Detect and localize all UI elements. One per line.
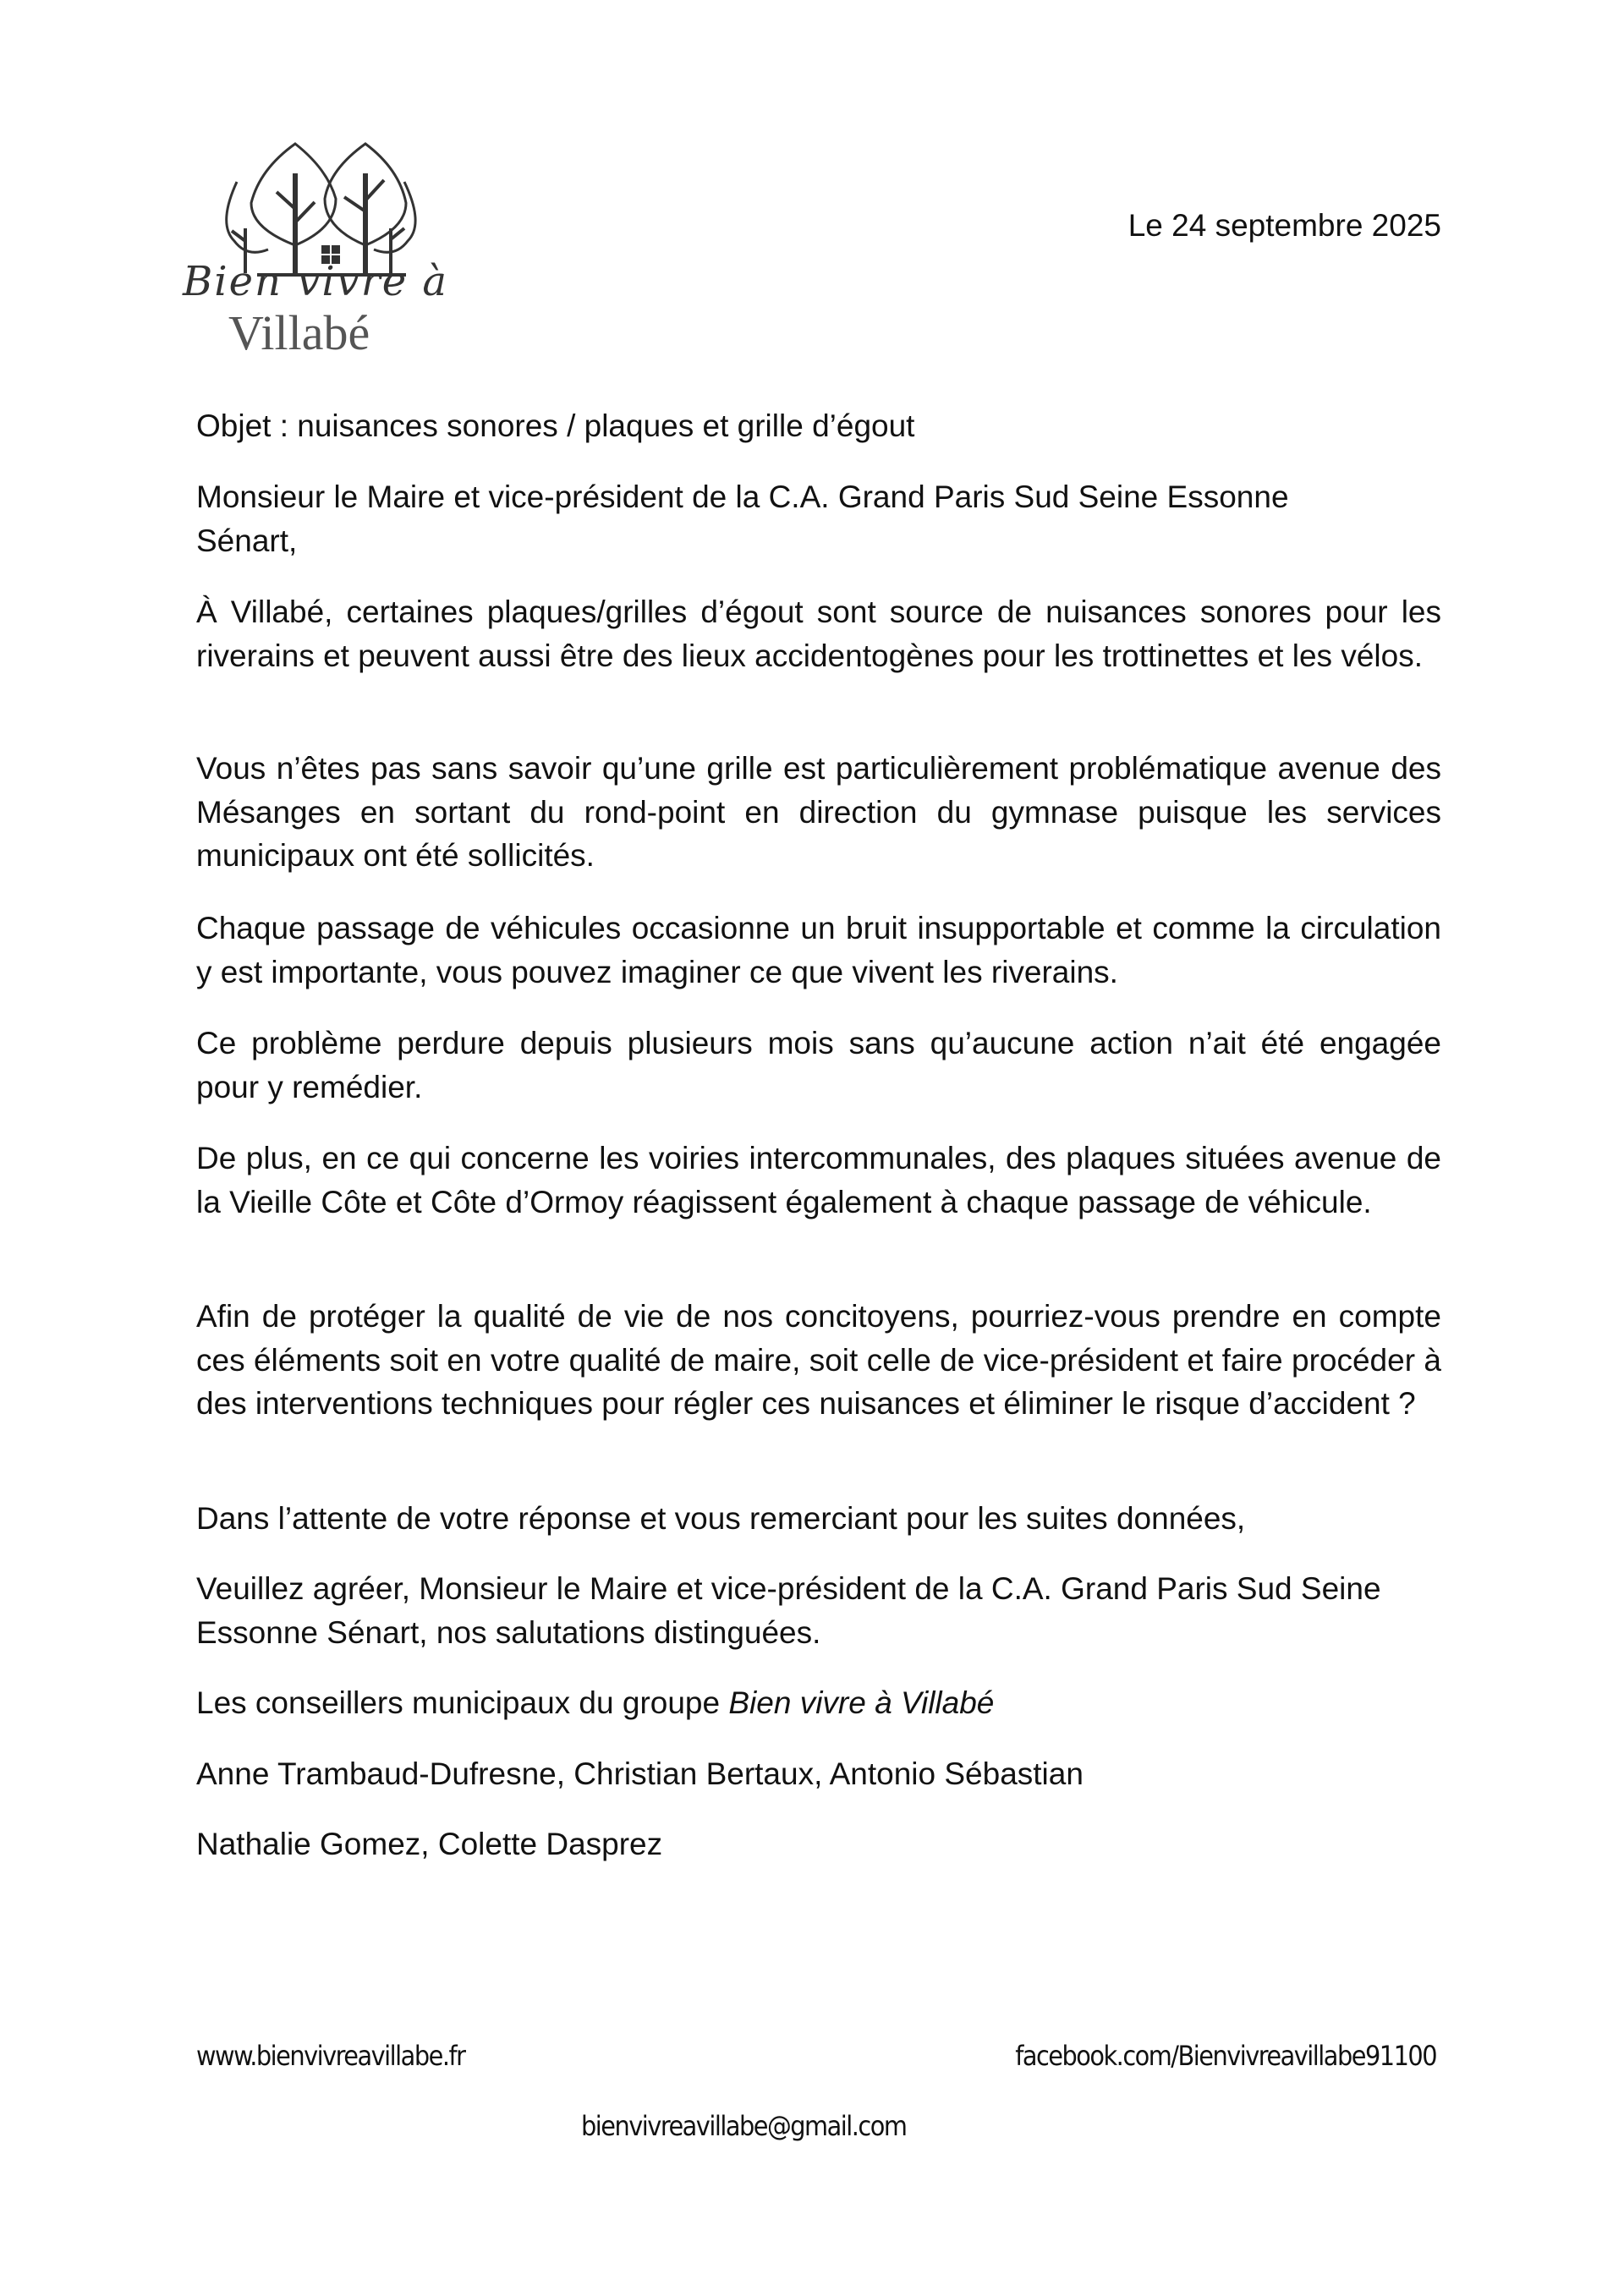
footer-email-link[interactable]: bienvivreavillabe@gmail.com <box>581 2110 907 2142</box>
paragraph: À Villabé, certaines plaques/grilles d’égout sont source de nuisances sonores pour les riverains et peuvent aussi être des lieux accidentogènes pour les trottinettes et les vélos. <box>196 595 1441 673</box>
logo-line1: Bien vivre à <box>183 258 449 305</box>
logo-line2: Villabé <box>228 305 370 360</box>
footer-facebook-link[interactable]: facebook.com/Bienvivreavillabe91100 <box>1015 2040 1436 2072</box>
paragraph: Chaque passage de véhicules occasionne un bruit insupportable et comme la circulation y est importante, vous pouvez imaginer ce que vivent les riverains. <box>196 911 1441 989</box>
signature-group-name: Bien vivre à Villabé <box>728 1685 995 1720</box>
paragraph: Vous n’êtes pas sans savoir qu’une grille est particulièrement problématique avenue des Mésanges en sortant du rond-point en direction du gymnase puisque les services municipaux ont été sollicités. <box>196 751 1441 873</box>
letter-object: Objet : nuisances sonores / plaques et grille d’égout <box>196 408 915 443</box>
signature-group <box>196 1681 1441 1725</box>
footer-website-link[interactable]: www.bienvivreavillabe.fr <box>196 2040 465 2072</box>
paragraph: Afin de protéger la qualité de vie de nos concitoyens, pourriez-vous prendre en compte ces éléments soit en votre qualité de maire, soit celle de vice-président et faire procéder à des interventions techniques pour régler ces nuisances et éliminer le risque d’accident ? <box>196 1299 1441 1421</box>
signature-prefix: Les conseillers municipaux du groupe <box>196 1685 729 1720</box>
signature-names-1: Anne Trambaud-Dufresne, Christian Bertaux, Antonio Sébastian <box>196 1756 1084 1791</box>
letter-salutation: Monsieur le Maire et vice-président de la C.A. Grand Paris Sud Seine Essonne Sénart, <box>196 479 1289 558</box>
paragraph: Dans l’attente de votre réponse et vous remerciant pour les suites données, <box>196 1501 1246 1536</box>
paragraph: Veuillez agréer, Monsieur le Maire et vice-président de la C.A. Grand Paris Sud Seine Essonne Sénart, nos salutations distinguées. <box>196 1571 1381 1650</box>
paragraph: Ce problème perdure depuis plusieurs mois sans qu’aucune action n’ait été engagée pour y remédier. <box>196 1026 1441 1104</box>
letter-date: Le 24 septembre 2025 <box>1127 208 1441 243</box>
logo <box>179 131 458 368</box>
paragraph: De plus, en ce qui concerne les voiries intercommunales, des plaques situées avenue de la Vieille Côte et Côte d’Ormoy réagissent également à chaque passage de véhicule. <box>196 1141 1441 1219</box>
signature-names-2: Nathalie Gomez, Colette Dasprez <box>196 1827 663 1861</box>
